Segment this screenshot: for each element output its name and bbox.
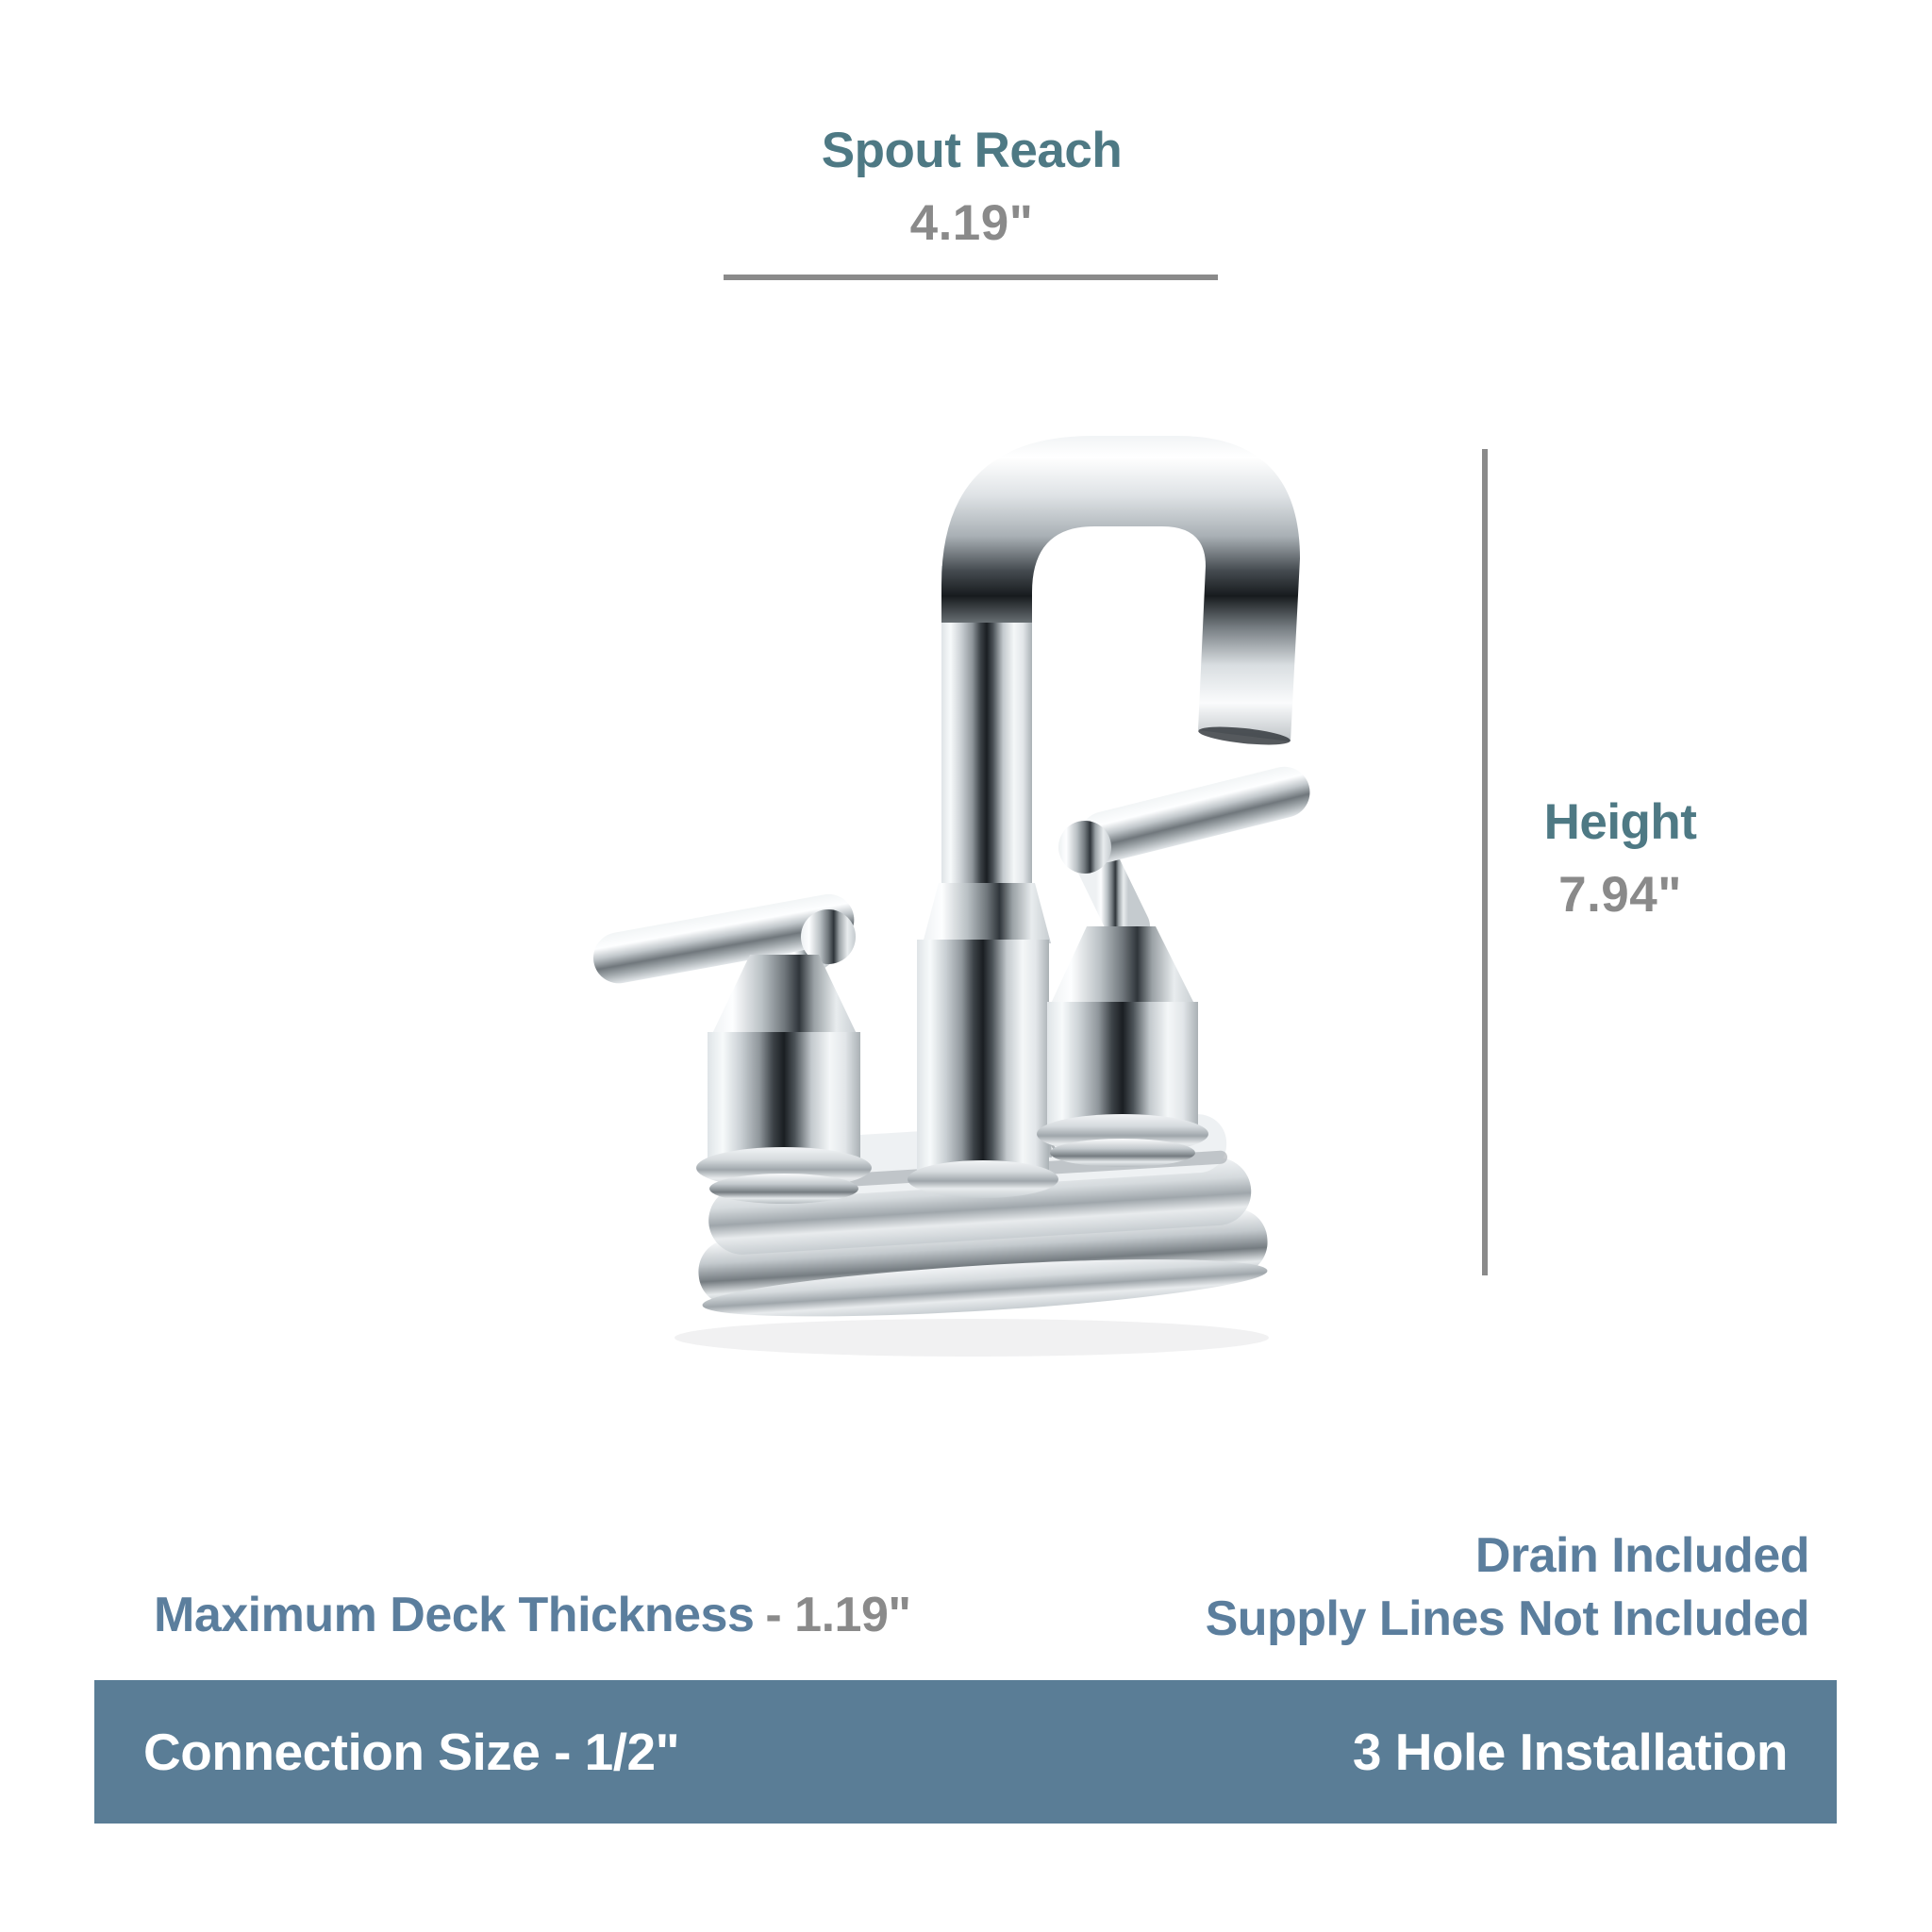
- connection-size-text: Connection Size - 1/2": [143, 1723, 680, 1781]
- spec-banner: [94, 1680, 1837, 1824]
- inclusion-notes: [1206, 1524, 1809, 1651]
- spout-reach-line: [724, 275, 1218, 280]
- faucet-shadow: [675, 1319, 1269, 1357]
- height-line: [1482, 449, 1488, 1275]
- deck-thickness-note: [154, 1587, 911, 1643]
- note-drain-included: Drain Included: [1474, 1528, 1809, 1583]
- hole-installation-text: 3 Hole Installation: [1352, 1723, 1788, 1781]
- spout-reach-label: Spout Reach: [821, 123, 1123, 178]
- deck-thickness-label: Maximum Deck Thickness: [154, 1588, 755, 1642]
- center-column: [908, 883, 1058, 1198]
- left-handle: [590, 891, 872, 1204]
- right-handle: [1037, 761, 1315, 1167]
- height-label: Height: [1543, 794, 1697, 850]
- spout-reach-annotation: [594, 123, 1349, 253]
- note-supply-lines: Supply Lines Not Included: [1205, 1591, 1809, 1646]
- spout-reach-value: 4.19": [909, 194, 1034, 251]
- height-value: 7.94": [1558, 866, 1682, 923]
- deck-thickness-value: - 1.19": [765, 1588, 911, 1642]
- height-annotation: [1500, 794, 1740, 924]
